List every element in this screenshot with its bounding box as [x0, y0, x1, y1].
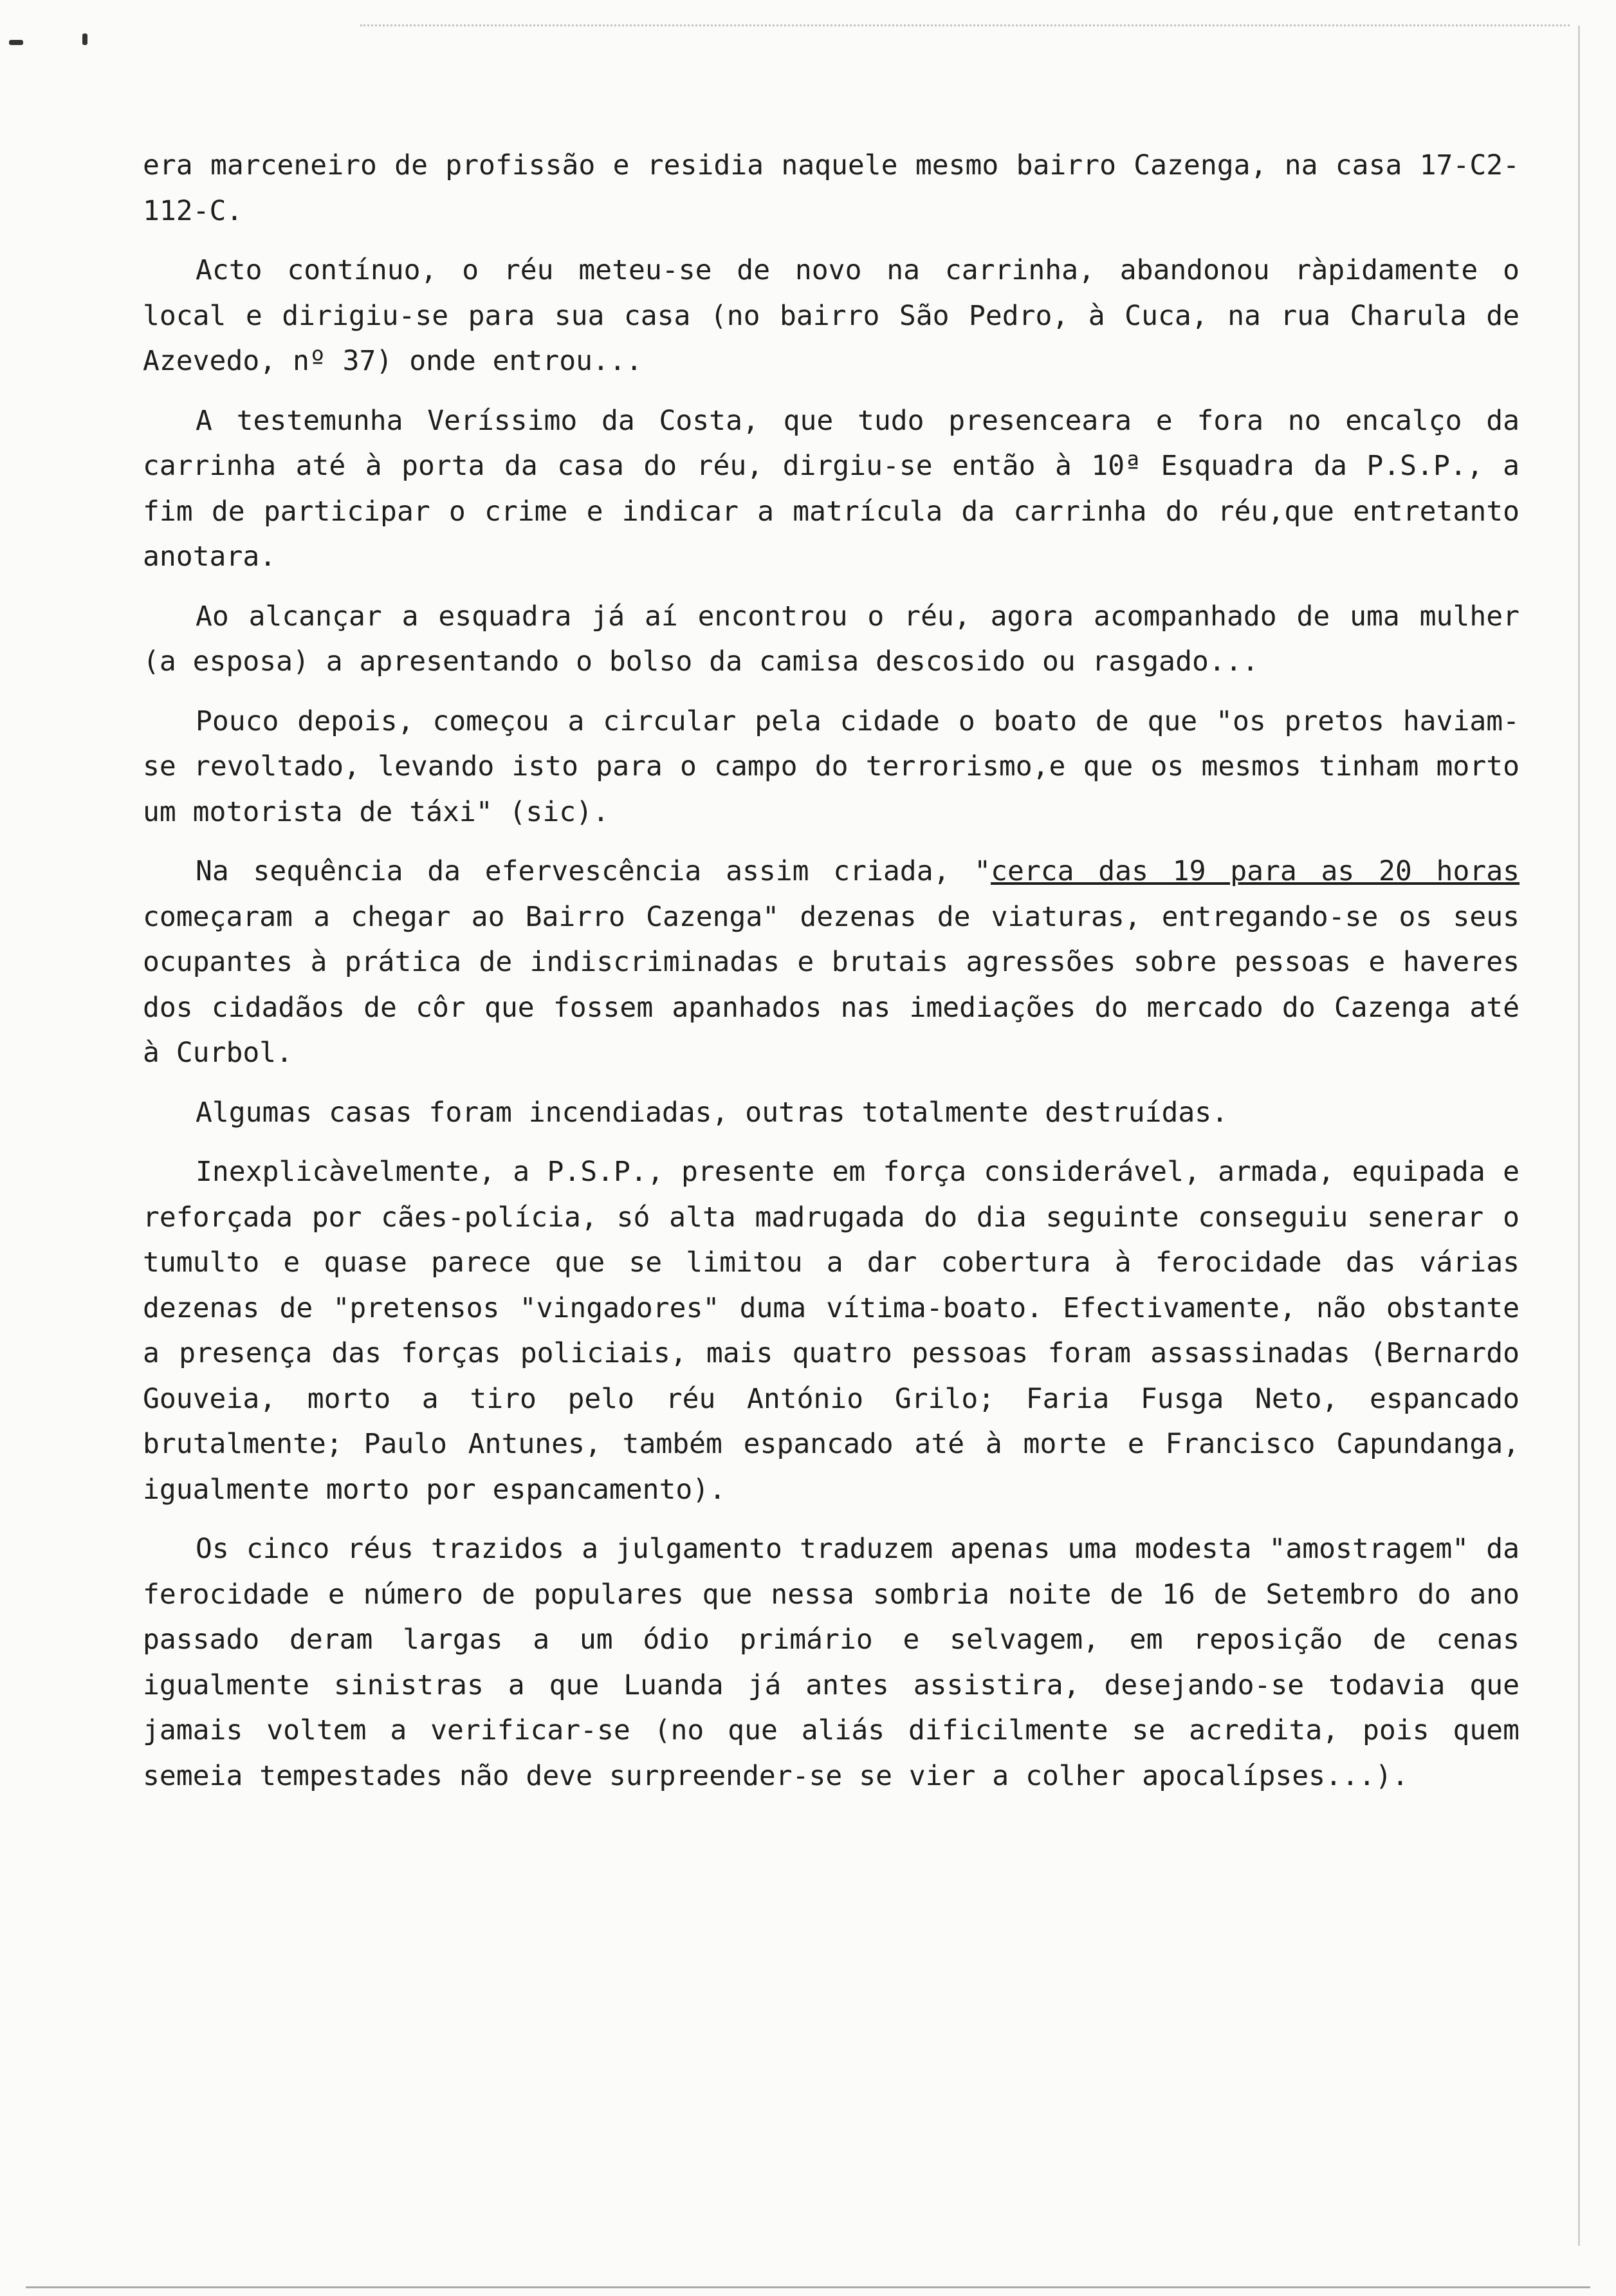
paragraph-6-rest: começaram a chegar ao Bairro Cazenga" dezenas de viaturas, entregando-se os seus ocupantes à prática de indiscriminadas e brutais agressões sobre pessoas e haveres dos cidadãos de côr que fossem apanhados nas imediações do mercado do Cazenga até à Curbol.	[143, 900, 1520, 1069]
page-edge-bottom	[26, 2286, 1590, 2288]
paragraph-6	[143, 849, 1520, 1076]
paragraph-1: era marceneiro de profissão e residia naquele mesmo bairro Cazenga, na casa 17-C2-112-C.	[143, 149, 1520, 227]
underlined-time: cerca das 19 para as 20 horas	[991, 855, 1520, 887]
paragraph-2: Acto contínuo, o réu meteu-se de novo na carrinha, abandonou ràpidamente o local e dirigiu-se para sua casa (no bairro São Pedro, à Cuca, na rua Charula de Azevedo, nº 37) onde entrou...	[143, 254, 1520, 377]
scan-mark	[9, 40, 23, 45]
document-body	[143, 143, 1520, 1799]
paragraph-4: Ao alcançar a esquadra já aí encontrou o réu, agora acompanhado de uma mulher (a esposa) a apresentando o bolso da camisa descosido ou rasgado...	[143, 600, 1520, 678]
paragraph-6-start: Na sequência da efervescência assim criada, "	[196, 855, 991, 887]
paragraph-7: Algumas casas foram incendiadas, outras totalmente destruídas.	[196, 1096, 1229, 1129]
paragraph-3: A testemunha Veríssimo da Costa, que tudo presenceara e fora no encalço da carrinha até à porta da casa do réu, dirgiu-se então à 10ª Esquadra da P.S.P., a fim de participar o crime e indicar a matrícula da carrinha do réu,que entretanto anotara.	[143, 404, 1520, 573]
scan-mark	[82, 33, 87, 45]
paragraph-5: Pouco depois, começou a circular pela cidade o boato de que "os pretos haviam-se revoltado, levando isto para o campo do terrorismo,e que os mesmos tinham morto um motorista de táxi" (sic).	[143, 705, 1520, 828]
paragraph-9: Os cinco réus trazidos a julgamento traduzem apenas uma modesta "amostragem" da ferocidade e número de populares que nessa sombria noite de 16 de Setembro do ano passado deram largas a um ódio primário e selvagem, em reposição de cenas igualmente sinistras a que Luanda já antes assistira, desejando-se todavia que jamais voltem a verificar-se (no que aliás dificilmente se acredita, pois quem semeia tempestades não deve surpreender-se se vier a colher apocalípses...).	[143, 1533, 1520, 1792]
scan-noise	[360, 24, 1570, 35]
page-edge-right	[1578, 26, 1580, 2246]
paragraph-8: Inexplicàvelmente, a P.S.P., presente em força considerável, armada, equipada e reforçada por cães-polícia, só alta madrugada do dia seguinte conseguiu senerar o tumulto e quase parece que se limitou a dar cobertura à ferocidade das várias dezenas de "pretensos "vingadores" duma vítima-boato. Efectivamente, não obstante a presença das forças policiais, mais quatro pessoas foram assassinadas (Bernardo Gouveia, morto a tiro pelo réu António Grilo; Faria Fusga Neto, espancado brutalmente; Paulo Antunes, também espancado até à morte e Francisco Capundanga, igualmente morto por espancamento).	[143, 1156, 1520, 1506]
